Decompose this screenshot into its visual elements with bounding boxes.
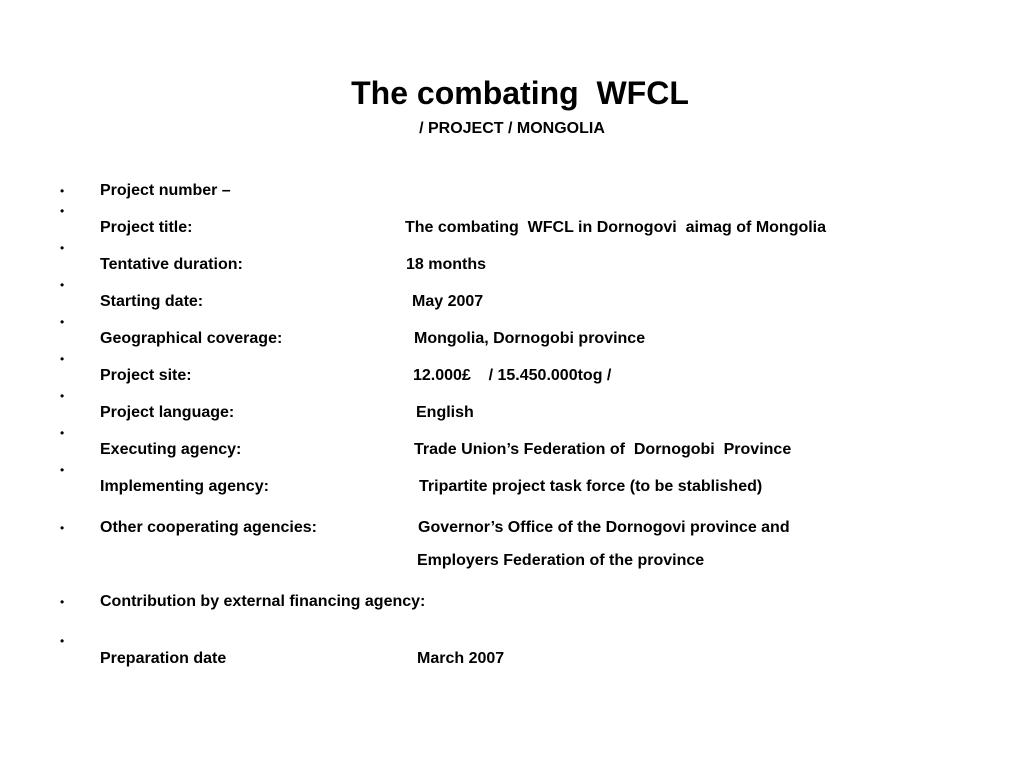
slide-title: The combating WFCL (351, 75, 689, 111)
bullet-icon: • (60, 184, 65, 198)
geographical-coverage-value: Mongolia, Dornogobi province (414, 330, 646, 347)
tentative-duration-value: 18 months (406, 256, 487, 273)
external-financing-label: Contribution by external financing agency: (100, 593, 426, 610)
preparation-date-value: March 2007 (417, 650, 505, 667)
bullet-icon: • (60, 595, 65, 609)
executing-agency-label: Executing agency: (100, 441, 242, 458)
project-language-value: English (416, 404, 474, 421)
slide-subtitle: / PROJECT / MONGOLIA (419, 120, 605, 137)
starting-date-label: Starting date: (100, 293, 204, 310)
other-cooperating-agencies-value-line2: Employers Federation of the province (417, 552, 705, 569)
bullet-icon: • (60, 426, 65, 440)
bullet-icon: • (60, 352, 65, 366)
bullet-icon: • (60, 634, 65, 648)
bullet-icon: • (60, 278, 65, 292)
bullet-icon: • (60, 389, 65, 403)
geographical-coverage-label: Geographical coverage: (100, 330, 283, 347)
preparation-date-label: Preparation date (100, 650, 227, 667)
other-cooperating-agencies-label: Other cooperating agencies: (100, 519, 317, 536)
project-title-value: The combating WFCL in Dornogovi aimag of Mongolia (405, 219, 827, 236)
project-number-label: Project number – (100, 182, 231, 199)
executing-agency-value: Trade Union’s Federation of Dornogobi Province (414, 441, 792, 458)
tentative-duration-label: Tentative duration: (100, 256, 243, 273)
bullet-icon: • (60, 241, 65, 255)
bullet-icon: • (60, 204, 65, 218)
implementing-agency-value: Tripartite project task force (to be stablished) (419, 478, 763, 495)
other-cooperating-agencies-value: Governor’s Office of the Dornogovi province and (418, 519, 790, 536)
project-language-label: Project language: (100, 404, 235, 421)
project-site-value: 12.000£ / 15.450.000tog / (413, 367, 612, 384)
project-site-label: Project site: (100, 367, 192, 384)
bullet-icon: • (60, 315, 65, 329)
project-title-label: Project title: (100, 219, 193, 236)
bullet-icon: • (60, 463, 65, 477)
implementing-agency-label: Implementing agency: (100, 478, 269, 495)
starting-date-value: May 2007 (412, 293, 484, 310)
bullet-icon: • (60, 521, 65, 535)
